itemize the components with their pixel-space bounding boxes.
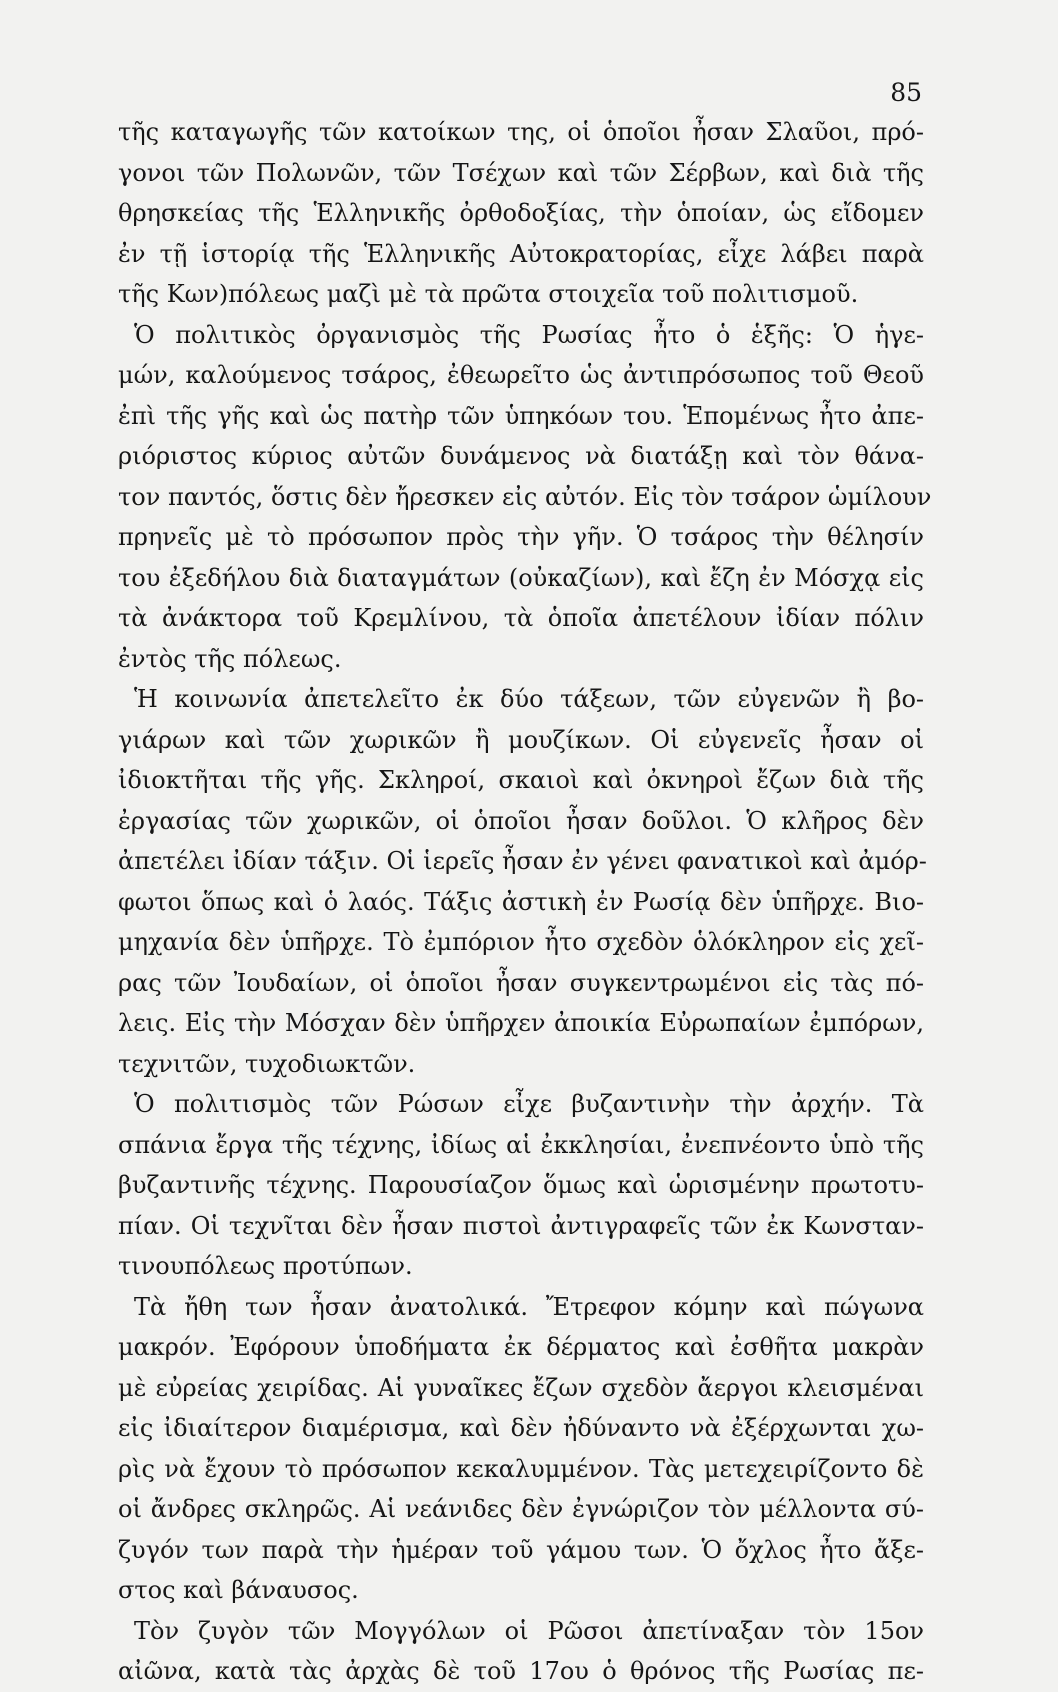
text-line: ἀπετέλει ἰδίαν τάξιν. Οἱ ἱερεῖς ἦσαν ἐν γένει φανατικοὶ καὶ ἀμόρ- (118, 847, 927, 875)
text-line: μὲ εὐρείας χειρίδας. Αἱ γυναῖκες ἔζων σχεδὸν ἄεργοι κλεισμέναι (118, 1373, 924, 1402)
text-line: τῆς Κων)πόλεως μαζὶ μὲ τὰ πρῶτα στοιχεῖα τοῦ πολιτισμοῦ. (118, 280, 859, 308)
text-line: γονοι τῶν Πολωνῶν, τῶν Τσέχων καὶ τῶν Σέρβων, καὶ διὰ τῆς (118, 158, 924, 187)
text-line: του ἐξεδήλου διὰ διαταγμάτων (οὐκαζίων), καὶ ἔζη ἐν Μόσχᾳ εἰς (118, 563, 924, 592)
text-line: ριόριστος κύριος αὐτῶν δυνάμενος νὰ διατάξῃ καὶ τὸν θάνα- (118, 442, 924, 470)
text-line: ἰδιοκτῆται τῆς γῆς. Σκληροί, σκαιοὶ καὶ ὀκνηροὶ ἔζων διὰ τῆς (118, 766, 924, 794)
text-line: Τὰ ἤθη των ἦσαν ἀνατολικά. Ἔτρεφον κόμην καὶ πώγωνα (134, 1292, 924, 1321)
text-line: ἐργασίας τῶν χωρικῶν, οἱ ὁποῖοι ἦσαν δοῦλοι. Ὁ κλῆρος δὲν (118, 806, 924, 835)
text-line: ζυγόν των παρὰ τὴν ἡμέραν τοῦ γάμου των. Ὁ ὄχλος ἦτο ἄξε- (118, 1535, 924, 1564)
text-line: ἐπὶ τῆς γῆς καὶ ὡς πατὴρ τῶν ὑπηκόων του. Ἑπομένως ἦτο ἀπε- (118, 401, 924, 430)
text-line: Ὁ πολιτισμὸς τῶν Ρώσων εἶχε βυζαντινὴν τὴν ἀρχήν. Τὰ (134, 1090, 924, 1118)
text-line: βυζαντινῆς τέχνης. Παρουσίαζον ὅμως καὶ ὡρισμένην πρωτοτυ- (118, 1171, 924, 1199)
text-line: Τὸν ζυγὸν τῶν Μογγόλων οἱ Ρῶσοι ἀπετίναξαν τὸν 15ον (134, 1616, 924, 1645)
text-line: ρὶς νὰ ἔχουν τὸ πρόσωπον κεκαλυμμένον. Τὰς μετεχειρίζοντο δὲ (118, 1454, 924, 1483)
text-line: σπάνια ἔργα τῆς τέχνης, ἰδίως αἱ ἐκκλησίαι, ἐνεπνέοντο ὑπὸ τῆς (118, 1130, 924, 1159)
text-line: πρηνεῖς μὲ τὸ πρόσωπον πρὸς τὴν γῆν. Ὁ τσάρος τὴν θέλησίν (118, 523, 924, 551)
text-line: ἐντὸς τῆς πόλεως. (118, 644, 342, 673)
page-number: 85 (890, 78, 922, 107)
body-text (118, 112, 932, 1692)
paragraph (118, 315, 932, 680)
text-line: μών, καλούμενος τσάρος, ἐθεωρεῖτο ὡς ἀντιπρόσωπος τοῦ Θεοῦ (118, 361, 924, 389)
text-line: μηχανία δὲν ὑπῆρχε. Τὸ ἐμπόριον ἦτο σχεδὸν ὁλόκληρον εἰς χεῖ- (118, 928, 924, 956)
paragraph (118, 1287, 924, 1611)
text-line: φωτοι ὅπως καὶ ὁ λαός. Τάξις ἀστικὴ ἐν Ρωσίᾳ δὲν ὑπῆρχε. Βιο- (118, 887, 924, 916)
text-line: Ἡ κοινωνία ἀπετελεῖτο ἐκ δύο τάξεων, τῶν εὐγενῶν ἢ βο- (134, 685, 924, 713)
text-line: ρας τῶν Ἰουδαίων, οἱ ὁποῖοι ἦσαν συγκεντρωμένοι εἰς τὰς πό- (118, 968, 924, 997)
paragraph (118, 112, 924, 315)
text-line: τινουπόλεως προτύπων. (118, 1252, 413, 1280)
text-line: στος καὶ βάναυσος. (118, 1576, 359, 1604)
paragraph (118, 1611, 924, 1692)
text-line: πίαν. Οἱ τεχνῖται δὲν ἦσαν πιστοὶ ἀντιγραφεῖς τῶν ἐκ Κωνσταν- (118, 1211, 924, 1240)
text-line: τῆς καταγωγῆς τῶν κατοίκων της, οἱ ὁποῖοι ἦσαν Σλαῦοι, πρό- (118, 118, 924, 146)
text-line: τὰ ἀνάκτορα τοῦ Κρεμλίνου, τὰ ὁποῖα ἀπετέλουν ἰδίαν πόλιν (118, 604, 924, 632)
paragraph (118, 679, 927, 1084)
text-line: λεις. Εἰς τὴν Μόσχαν δὲν ὑπῆρχεν ἀποικία Εὐρωπαίων ἐμπόρων, (118, 1009, 924, 1037)
text-line: αἰῶνα, κατὰ τὰς ἀρχὰς δὲ τοῦ 17ου ὁ θρόνος τῆς Ρωσίας πε- (118, 1657, 924, 1685)
text-line: ἐν τῇ ἱστορίᾳ τῆς Ἑλληνικῆς Αὐτοκρατορίας, εἶχε λάβει παρὰ (118, 239, 924, 268)
text-line: εἰς ἰδιαίτερον διαμέρισμα, καὶ δὲν ἠδύναντο νὰ ἐξέρχωνται χω- (118, 1414, 924, 1442)
text-line: τον παντός, ὅστις δὲν ἤρεσκεν εἰς αὐτόν. Εἰς τὸν τσάρον ὡμίλουν (118, 482, 932, 511)
text-line: τεχνιτῶν, τυχοδιωκτῶν. (118, 1049, 416, 1078)
text-line: Ὁ πολιτικὸς ὀργανισμὸς τῆς Ρωσίας ἦτο ὁ ἑξῆς: Ὁ ἡγε- (134, 320, 924, 349)
text-line: οἱ ἄνδρες σκληρῶς. Αἱ νεάνιδες δὲν ἐγνώριζον τὸν μέλλοντα σύ- (118, 1495, 924, 1523)
text-line: θρησκείας τῆς Ἑλληνικῆς ὀρθοδοξίας, τὴν ὁποίαν, ὡς εἴδομεν (118, 199, 924, 227)
text-line: μακρόν. Ἐφόρουν ὑποδήματα ἐκ δέρματος καὶ ἐσθῆτα μακρὰν (118, 1333, 924, 1361)
paragraph (118, 1084, 924, 1287)
text-line: γιάρων καὶ τῶν χωρικῶν ἢ μουζίκων. Οἱ εὐγενεῖς ἦσαν οἱ (118, 725, 924, 754)
